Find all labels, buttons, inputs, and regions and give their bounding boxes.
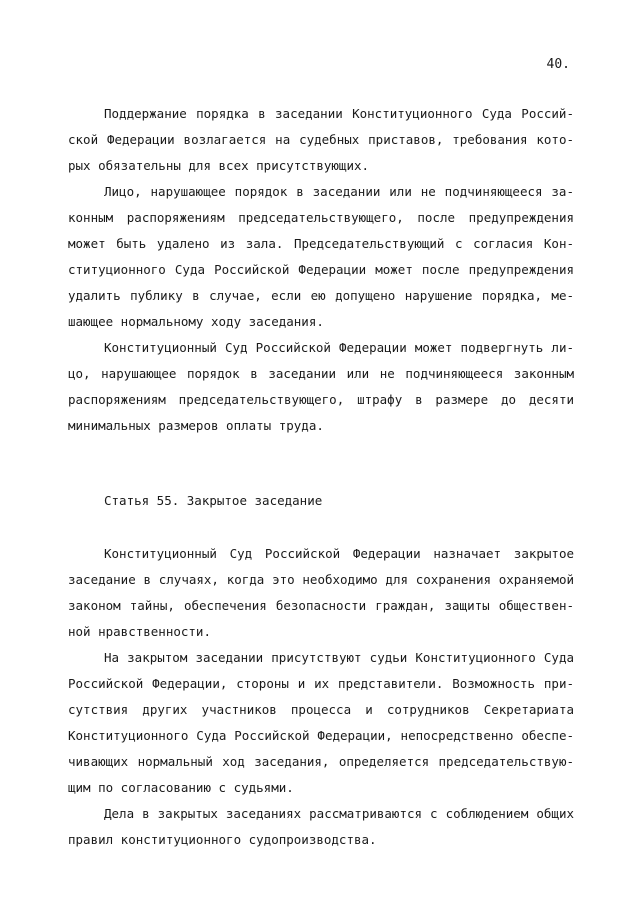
paragraph-line: может быть удалено из зала. Председательствующий с согласия Кон- xyxy=(68,236,574,251)
paragraph-line: Дела в закрытых заседаниях рассматриваются с соблюдением общих xyxy=(104,806,574,821)
paragraph-line: щим по согласованию с судьями. xyxy=(68,780,294,795)
paragraph-line: удалить публику в случае, если ею допущено нарушение порядка, ме- xyxy=(68,288,574,303)
paragraph-line: Лицо, нарушающее порядок в заседании или не подчиняющееся за- xyxy=(104,184,574,199)
paragraph-line: конным распоряжениям председательствующего, после предупреждения xyxy=(68,210,574,225)
paragraph-line: чивающих нормальный ход заседания, определяется председательствую- xyxy=(68,754,574,769)
paragraph-line: цо, нарушающее порядок в заседании или не подчиняющееся законным xyxy=(68,366,574,381)
paragraph-line: распоряжениям председательствующего, штрафу в размере до десяти xyxy=(68,392,574,407)
paragraph-line: ской Федерации возлагается на судебных приставов, требования кото- xyxy=(68,132,574,147)
paragraph-line: законом тайны, обеспечения безопасности граждан, защиты обществен- xyxy=(68,598,574,613)
paragraph-line: ституционного Суда Российской Федерации может после предупреждения xyxy=(68,262,574,277)
paragraph-line: На закрытом заседании присутствуют судьи Конституционного Суда xyxy=(104,650,574,665)
paragraph-line: шающее нормальному ходу заседания. xyxy=(68,314,324,329)
paragraph-line: рых обязательны для всех присутствующих. xyxy=(68,158,370,173)
paragraph-line: правил конституционного судопроизводства. xyxy=(68,832,377,847)
paragraph-line: Российской Федерации, стороны и их представители. Возможность при- xyxy=(68,676,574,691)
paragraph-line: Конституционный Суд Российской Федерации может подвергнуть ли- xyxy=(104,340,574,355)
paragraph-line: Конституционный Суд Российской Федерации назначает закрытое xyxy=(104,546,574,561)
article-heading: Статья 55. Закрытое заседание xyxy=(104,493,323,508)
paragraph-line: заседание в случаях, когда это необходимо для сохранения охраняемой xyxy=(68,572,574,587)
paragraph-line: ной нравственности. xyxy=(68,624,211,639)
paragraph-line: Конституционного Суда Российской Федерации, непосредственно обеспе- xyxy=(68,728,574,743)
paragraph-line: сутствия других участников процесса и сотрудников Секретариата xyxy=(68,702,574,717)
paragraph-line: Поддержание порядка в заседании Конституционного Суда Россий- xyxy=(104,106,574,121)
page-number: 40. xyxy=(546,57,570,72)
paragraph-line: минимальных размеров оплаты труда. xyxy=(68,418,324,433)
